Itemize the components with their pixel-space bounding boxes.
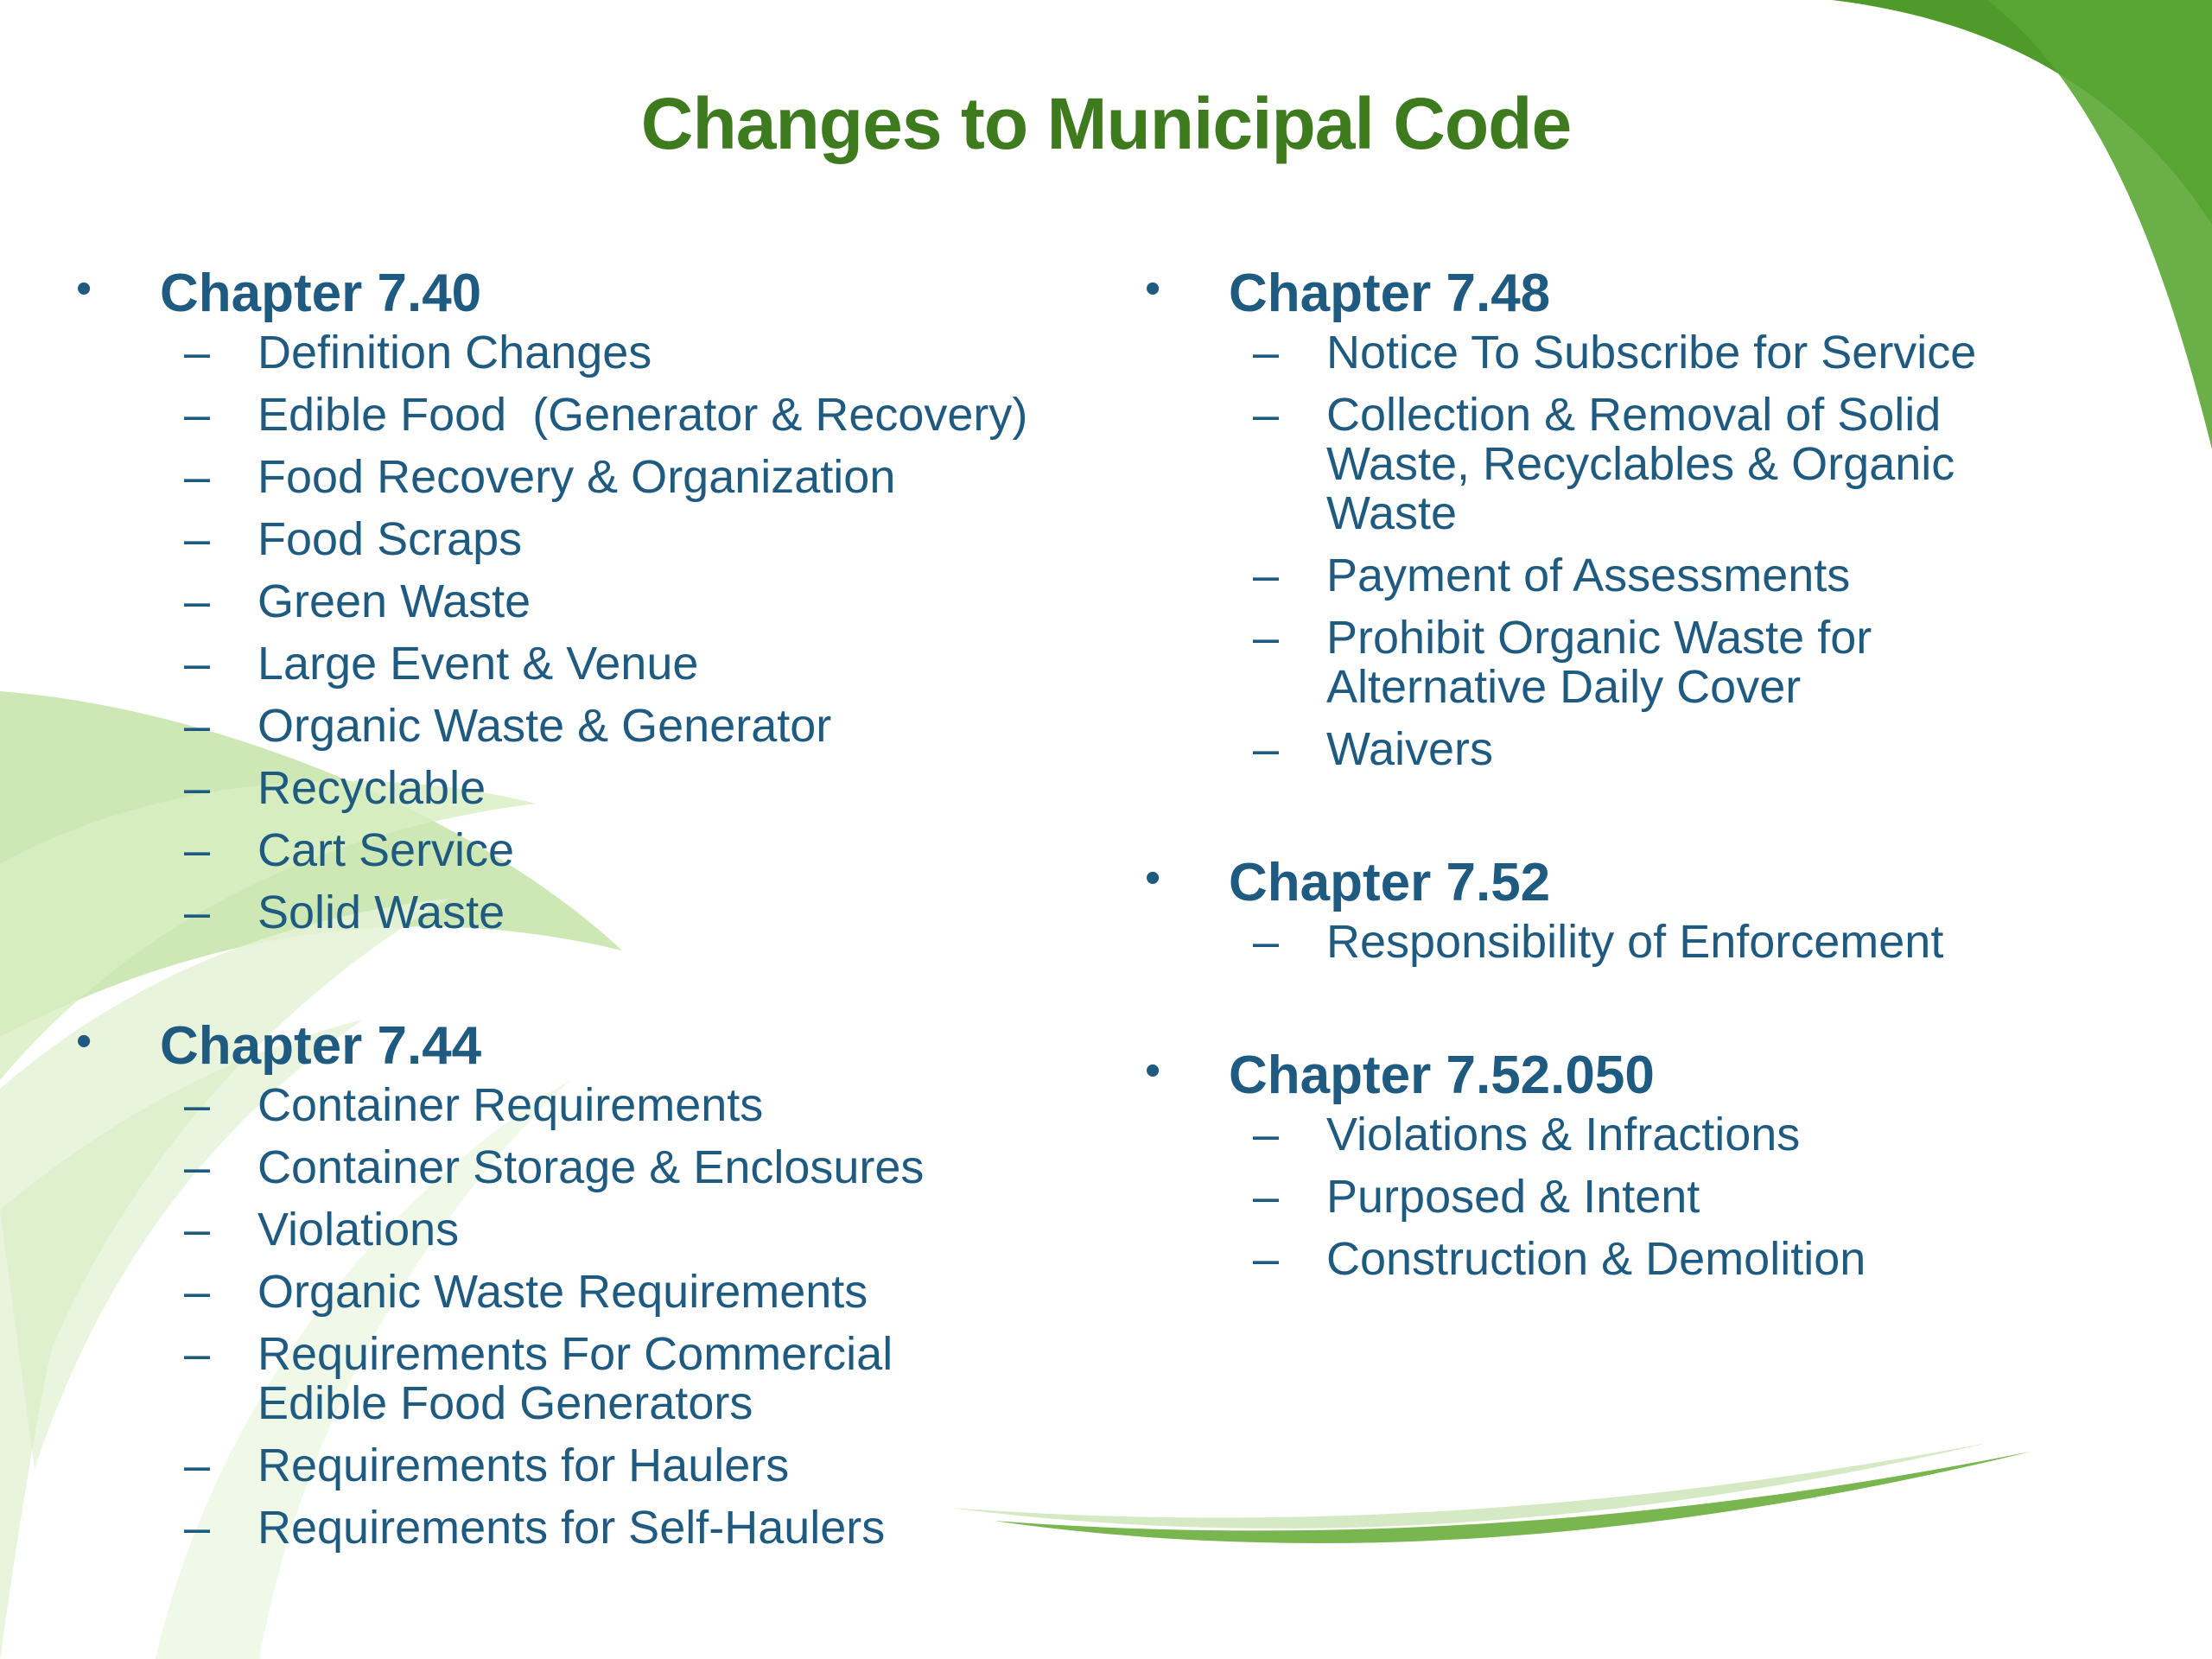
- list-item-text: Requirements for Self-Haulers: [257, 1502, 886, 1554]
- list-item: [1145, 1110, 2139, 1160]
- chapter-heading: [1145, 259, 2139, 328]
- list-item-text: Cart Service: [257, 824, 515, 876]
- list-item: [76, 515, 1139, 564]
- list-item-text: Waivers: [1326, 723, 1494, 775]
- list-item-text: Payment of Assessments: [1326, 550, 1851, 601]
- chapter-items-list: [1145, 918, 2139, 967]
- list-item-text: Large Event & Venue: [257, 638, 699, 690]
- list-item-text: Violations: [257, 1204, 460, 1255]
- chapter-title: Chapter 7.48: [1229, 264, 1551, 323]
- list-item-text: Definition Changes: [257, 327, 652, 378]
- dash-icon: –: [1253, 1171, 1280, 1223]
- chapter-7-52-050: [1145, 1041, 2139, 1284]
- chapter-heading: [76, 1012, 1139, 1081]
- list-item: [76, 328, 1139, 378]
- bullet-icon: •: [1145, 1046, 1161, 1096]
- list-item: [1145, 1235, 2139, 1284]
- list-item: [76, 1268, 1139, 1317]
- list-item: [76, 577, 1139, 626]
- list-item: [1145, 1173, 2139, 1222]
- list-item-text: Green Waste: [257, 575, 531, 627]
- dash-icon: –: [184, 513, 211, 565]
- list-item: [76, 639, 1139, 689]
- list-item-text: Notice To Subscribe for Service: [1326, 327, 1977, 378]
- dash-icon: –: [184, 887, 211, 938]
- bullet-icon: •: [76, 1016, 92, 1066]
- chapter-title: Chapter 7.52.050: [1229, 1046, 1655, 1105]
- chapter-items-list: [1145, 1110, 2139, 1284]
- list-item-text: Container Storage & Enclosures: [257, 1141, 925, 1193]
- dash-icon: –: [184, 1502, 211, 1554]
- chapter-7-44: [76, 1012, 1139, 1553]
- list-item: [1145, 725, 2139, 774]
- list-item: [76, 764, 1139, 813]
- list-item-text: Prohibit Organic Waste for Alternative Daily Cover: [1326, 612, 1872, 713]
- list-item-text: Container Requirements: [257, 1079, 764, 1131]
- chapter-title: Chapter 7.52: [1229, 853, 1551, 912]
- dash-icon: –: [184, 389, 211, 441]
- chapter-7-52: [1145, 849, 2139, 967]
- bullet-icon: •: [1145, 853, 1161, 903]
- list-item: [76, 1143, 1139, 1192]
- dash-icon: –: [184, 327, 211, 378]
- bullet-icon: •: [76, 264, 92, 314]
- list-item: [76, 391, 1139, 440]
- chapter-items-list: [76, 1081, 1139, 1553]
- chapter-7-48: [1145, 259, 2139, 774]
- list-item-text: Organic Waste Requirements: [257, 1266, 868, 1318]
- list-item: [1145, 551, 2139, 601]
- dash-icon: –: [184, 1204, 211, 1255]
- list-item: [76, 888, 1139, 938]
- right-column: [1145, 259, 2139, 1297]
- chapter-title: Chapter 7.40: [160, 264, 482, 323]
- dash-icon: –: [1253, 327, 1280, 378]
- list-item: [1145, 918, 2139, 967]
- dash-icon: –: [184, 824, 211, 876]
- list-item: [1145, 613, 2009, 712]
- dash-icon: –: [184, 700, 211, 752]
- dash-icon: –: [184, 1266, 211, 1318]
- list-item: [1145, 391, 2087, 538]
- dash-icon: –: [184, 1141, 211, 1193]
- dash-icon: –: [1253, 550, 1280, 601]
- chapter-heading: [1145, 1041, 2139, 1110]
- dash-icon: –: [1253, 389, 1280, 441]
- list-item: [76, 1205, 1139, 1255]
- list-item-text: Construction & Demolition: [1326, 1233, 1866, 1285]
- left-column: [76, 259, 1139, 1566]
- list-item-text: Responsibility of Enforcement: [1326, 916, 1944, 968]
- chapter-heading: [76, 259, 1139, 328]
- dash-icon: –: [184, 575, 211, 627]
- dash-icon: –: [184, 1440, 211, 1491]
- list-item-text: Requirements for Haulers: [257, 1440, 790, 1491]
- list-item-text: Edible Food (Generator & Recovery): [257, 389, 1028, 441]
- dash-icon: –: [184, 1079, 211, 1131]
- chapter-items-list: [76, 328, 1139, 938]
- dash-icon: –: [1253, 916, 1280, 968]
- dash-icon: –: [184, 1328, 211, 1380]
- list-item-text: Food Recovery & Organization: [257, 451, 896, 503]
- list-item: [76, 1441, 1139, 1491]
- list-item-text: Collection & Removal of Solid Waste, Recyclables & Organic Waste: [1326, 389, 1955, 539]
- dash-icon: –: [184, 762, 211, 814]
- list-item: [76, 826, 1139, 875]
- dash-icon: –: [1253, 612, 1280, 664]
- chapter-items-list: [1145, 328, 2139, 774]
- chapter-7-40: [76, 259, 1139, 938]
- list-item: [76, 1081, 1139, 1130]
- dash-icon: –: [184, 451, 211, 503]
- list-item: [76, 702, 1139, 751]
- dash-icon: –: [1253, 1233, 1280, 1285]
- chapter-title: Chapter 7.44: [160, 1016, 482, 1076]
- dash-icon: –: [1253, 1109, 1280, 1160]
- list-item-text: Purposed & Intent: [1326, 1171, 1700, 1223]
- list-item: [76, 1503, 1139, 1553]
- list-item: [76, 453, 1139, 502]
- list-item-text: Requirements For Commercial Edible Food Generators: [257, 1328, 893, 1429]
- bullet-icon: •: [1145, 264, 1161, 314]
- list-item-text: Violations & Infractions: [1326, 1109, 1801, 1160]
- chapter-heading: [1145, 849, 2139, 918]
- list-item-text: Organic Waste & Generator: [257, 700, 832, 752]
- page-title: Changes to Municipal Code: [640, 83, 1572, 164]
- dash-icon: –: [184, 638, 211, 690]
- list-item-text: Solid Waste: [257, 887, 505, 938]
- list-item-text: Recyclable: [257, 762, 486, 814]
- dash-icon: –: [1253, 723, 1280, 775]
- list-item: [1145, 328, 2139, 378]
- list-item: [76, 1330, 1018, 1428]
- list-item-text: Food Scraps: [257, 513, 523, 565]
